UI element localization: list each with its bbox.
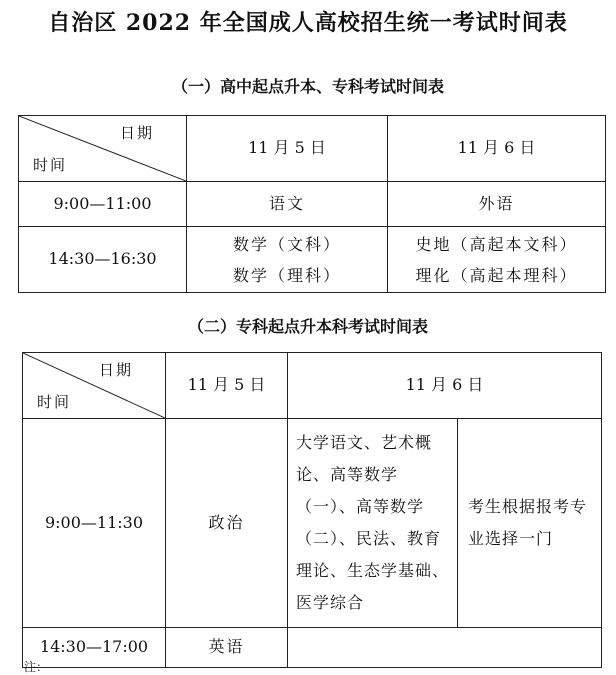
subject-cell: 政治 [166, 419, 288, 628]
empty-cell [288, 628, 602, 668]
corner-header-cell [19, 116, 187, 182]
corner-date-label: 日期 [98, 361, 133, 379]
date-header: 11 月 6 日 [388, 116, 606, 182]
time-cell: 9:00—11:30 [23, 419, 166, 628]
schedule-table-1 [18, 115, 606, 293]
schedule-table-2 [22, 352, 602, 668]
corner-date-label: 日期 [119, 124, 154, 142]
subject-cell [288, 419, 458, 628]
time-cell: 9:00—11:00 [19, 182, 187, 227]
subject-line: 数学（文科） [232, 234, 341, 254]
subject-cell [388, 227, 606, 293]
corner-time-label: 时间 [33, 155, 68, 174]
subject-line: 理化（高起本理科） [415, 265, 578, 285]
subject-cell [187, 227, 388, 293]
page-title: 自治区 2022 年全国成人高校招生统一考试时间表 [48, 10, 568, 36]
time-cell: 14:30—16:30 [19, 227, 187, 293]
subject-cell: 英语 [166, 628, 288, 668]
corner-header-cell [23, 353, 166, 419]
corner-time-label: 时间 [37, 392, 72, 411]
footer-note: 注： [24, 660, 49, 674]
date-header: 11 月 5 日 [187, 116, 388, 182]
subject-line: 数学（理科） [232, 265, 341, 285]
subject-cell: 语文 [187, 182, 388, 227]
subject-cell: 外语 [388, 182, 606, 227]
subject-cell [458, 419, 602, 628]
section1-heading: （一）高中起点升本、专科考试时间表 [171, 77, 444, 96]
subject-list: 大学语文、艺术概论、高等数学（一）、高等数学（二）、民法、教育理论、生态学基础、医学综合 [296, 433, 450, 612]
time-cell: 14:30—17:00 [23, 628, 166, 668]
date-header: 11 月 5 日 [166, 353, 288, 419]
subject-line: 史地（高起本文科） [415, 234, 578, 254]
date-header: 11 月 6 日 [288, 353, 602, 419]
choice-note: 考生根据报考专业选择一门 [468, 497, 588, 548]
section2-heading: （二）专科起点升本科考试时间表 [187, 317, 428, 336]
